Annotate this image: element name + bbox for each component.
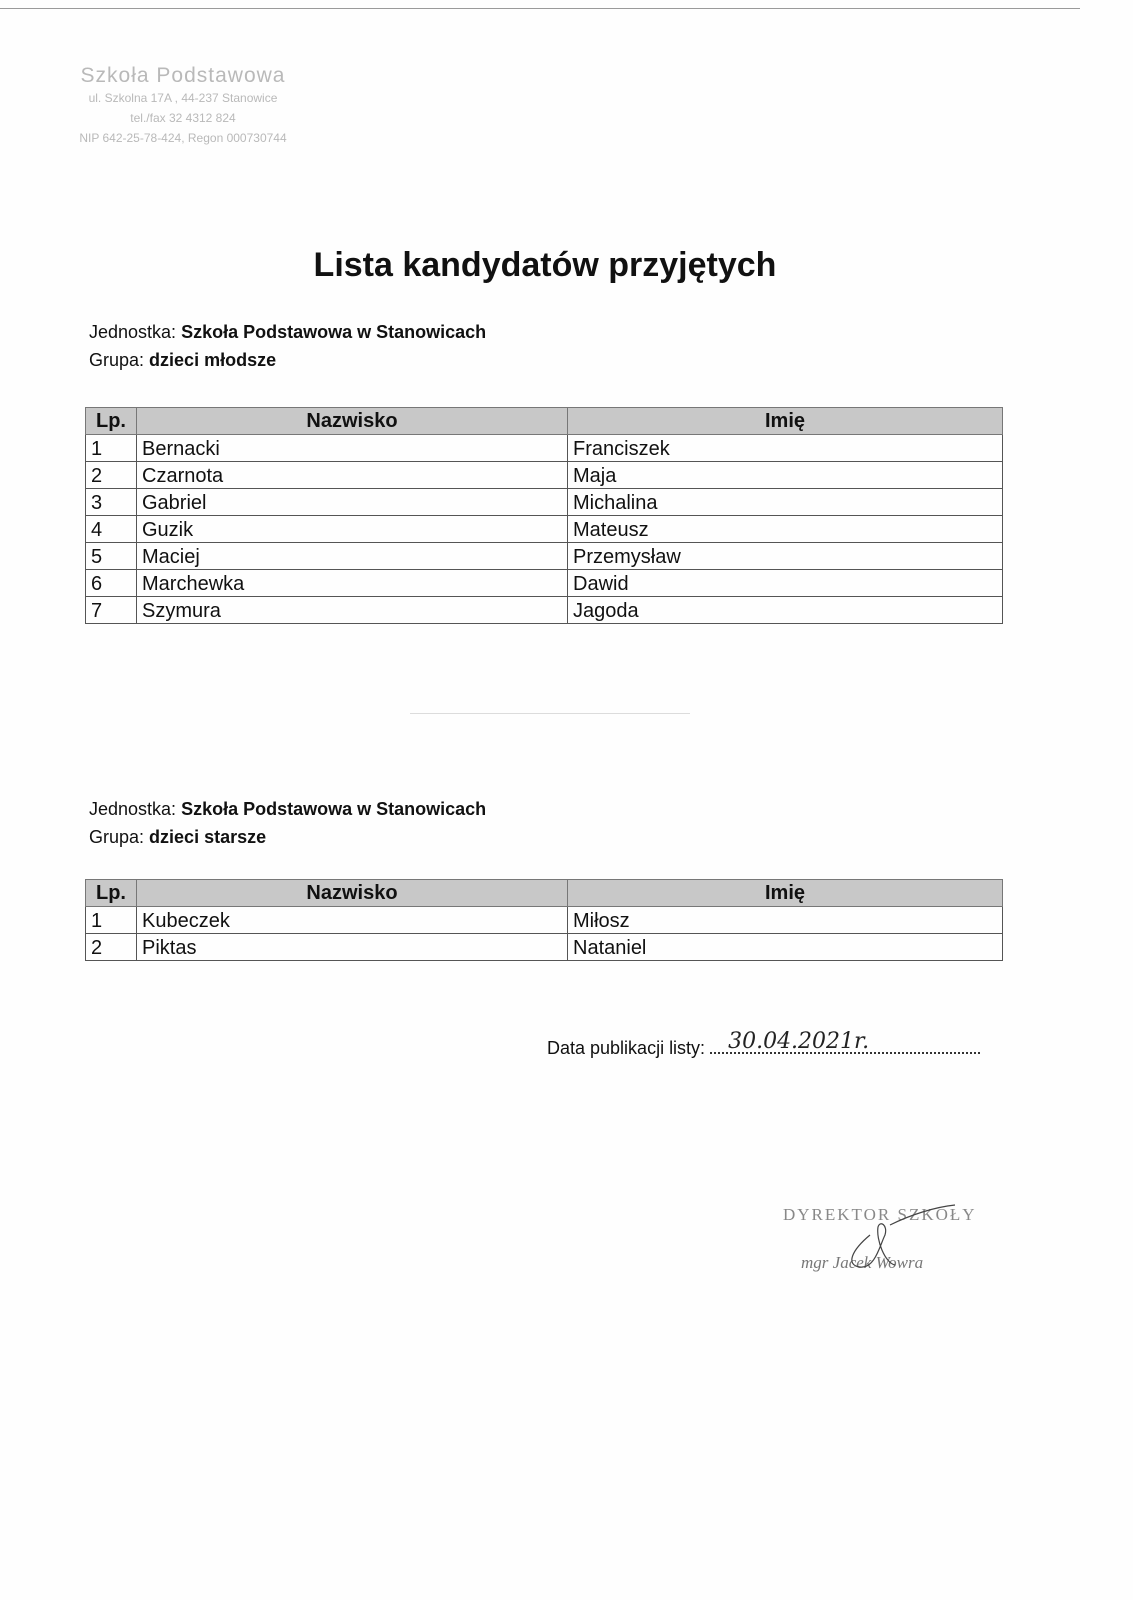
row-lp: 3 [86,489,137,516]
row-surname: Bernacki [137,435,568,462]
section1-group-line [89,346,486,374]
row-firstname: Michalina [568,489,1003,516]
row-surname: Guzik [137,516,568,543]
table-row [86,543,1003,570]
row-firstname: Jagoda [568,597,1003,624]
date-dotted-line [710,1029,980,1054]
row-firstname: Dawid [568,570,1003,597]
row-surname: Piktas [137,934,568,961]
row-surname: Maciej [137,543,568,570]
section2-unit: Szkoła Podstawowa w Stanowicach [181,799,487,819]
row-lp: 5 [86,543,137,570]
column-surname: Nazwisko [137,408,568,435]
table-row [86,597,1003,624]
section2-group: dzieci starsze [149,827,267,847]
row-lp: 1 [86,435,137,462]
section1-unit-line [89,318,486,346]
row-lp: 4 [86,516,137,543]
unit-label: Jednostka: [89,799,177,819]
row-surname: Kubeczek [137,907,568,934]
row-surname: Czarnota [137,462,568,489]
section2-group-line [89,823,486,851]
row-firstname: Nataniel [568,934,1003,961]
section2-table [85,879,1003,961]
group-label: Grupa: [89,350,145,370]
table-row [86,907,1003,934]
section1-group: dzieci młodsze [149,350,277,370]
scan-artifact-line [410,713,690,714]
column-surname: Nazwisko [137,880,568,907]
group-label: Grupa: [89,827,145,847]
row-firstname: Mateusz [568,516,1003,543]
section2-unit-line [89,795,486,823]
row-surname: Marchewka [137,570,568,597]
column-lp: Lp. [86,408,137,435]
section1-table [85,407,1003,624]
signature-title: DYREKTOR SZKOŁY [783,1205,977,1224]
table-row [86,516,1003,543]
handwritten-date: 30.04.2021r. [728,1029,870,1054]
section2-meta [89,795,486,851]
publication-date [547,1029,980,1059]
table-row [86,462,1003,489]
table-header-row [86,408,1003,435]
row-lp: 7 [86,597,137,624]
stamp-address: ul. Szkolna 17A , 44-237 Stanowice [88,91,278,105]
column-firstname: Imię [568,408,1003,435]
stamp-school-name: Szkoła Podstawowa [80,64,286,87]
stamp-phone: tel./fax 32 4312 824 [130,111,236,125]
table-row [86,934,1003,961]
publication-label: Data publikacji listy: [547,1038,706,1058]
unit-label: Jednostka: [89,322,177,342]
row-lp: 2 [86,462,137,489]
stamp-ids: NIP 642-25-78-424, Regon 000730744 [79,131,287,145]
row-lp: 2 [86,934,137,961]
page-title: Lista kandydatów przyjętych [313,246,777,284]
table-row [86,489,1003,516]
table-row [86,570,1003,597]
section1-unit: Szkoła Podstawowa w Stanowicach [181,322,487,342]
handwritten-signature-icon [840,1195,960,1275]
table-header-row [86,880,1003,907]
table-row [86,435,1003,462]
section1-meta [89,318,486,374]
row-lp: 1 [86,907,137,934]
row-surname: Gabriel [137,489,568,516]
row-firstname: Miłosz [568,907,1003,934]
column-firstname: Imię [568,880,1003,907]
school-stamp [58,64,308,148]
row-surname: Szymura [137,597,568,624]
column-lp: Lp. [86,880,137,907]
row-lp: 6 [86,570,137,597]
row-firstname: Franciszek [568,435,1003,462]
signature-name: mgr Jacek Wowra [801,1253,924,1272]
top-rule [0,8,1080,9]
row-firstname: Przemysław [568,543,1003,570]
row-firstname: Maja [568,462,1003,489]
